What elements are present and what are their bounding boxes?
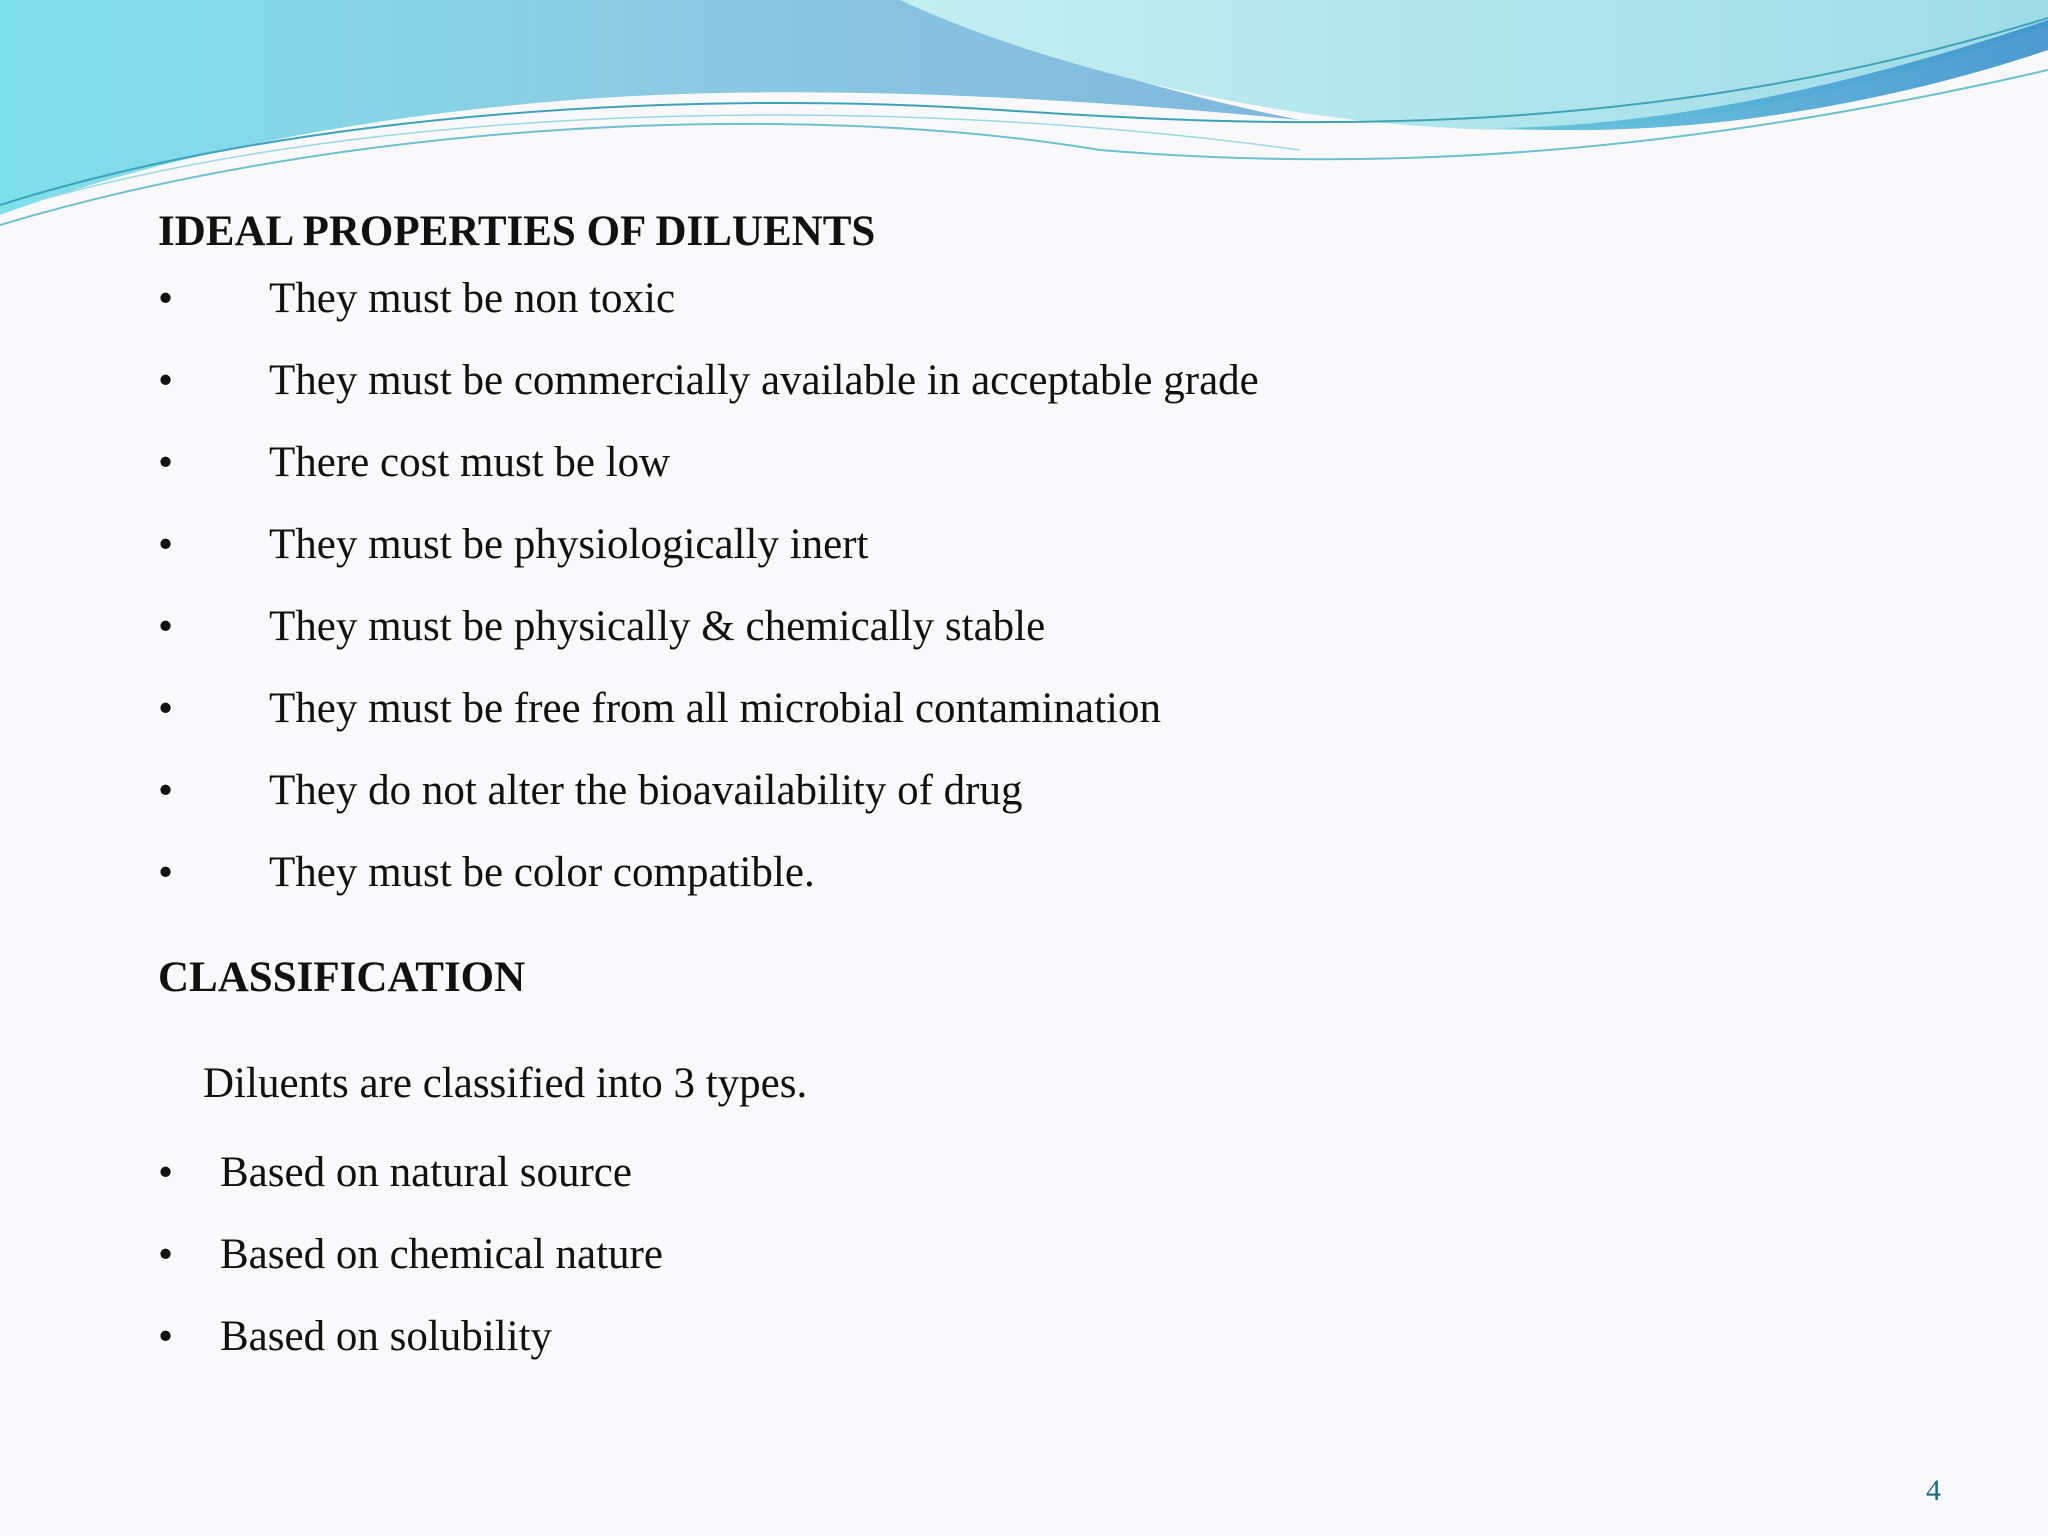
bullet-icon: • (158, 439, 174, 486)
list-item-text: They must be free from all microbial contamination (269, 685, 1161, 732)
bullet-icon: • (158, 1149, 174, 1196)
heading-ideal-properties: IDEAL PROPERTIES OF DILUENTS (158, 208, 876, 255)
list-item-text: Based on chemical nature (220, 1231, 663, 1278)
list-item-text: They must be non toxic (269, 275, 676, 322)
page-number: 4 (1926, 1474, 1941, 1507)
heading-classification: CLASSIFICATION (158, 954, 526, 1001)
list-item-text: They must be physiologically inert (269, 521, 869, 568)
decorative-wave-header (0, 0, 2048, 240)
classification-intro: Diluents are classified into 3 types. (203, 1060, 808, 1107)
bullet-icon: • (158, 767, 174, 814)
list-item-text: There cost must be low (269, 439, 671, 486)
bullet-icon: • (158, 521, 174, 568)
list-item-text: They do not alter the bioavailability of drug (269, 767, 1023, 814)
bullet-icon: • (158, 357, 174, 404)
bullet-icon: • (158, 1313, 174, 1360)
list-item-text: They must be commercially available in acceptable grade (269, 357, 1259, 404)
bullet-icon: • (158, 603, 174, 650)
list-item-text: They must be physically & chemically stable (269, 603, 1046, 650)
bullet-icon: • (158, 1231, 174, 1278)
bullet-icon: • (158, 685, 174, 732)
list-item-text: Based on solubility (220, 1313, 553, 1360)
list-item-text: They must be color compatible. (269, 849, 815, 896)
bullet-icon: • (158, 275, 174, 322)
list-item-text: Based on natural source (220, 1149, 632, 1196)
bullet-icon: • (158, 849, 174, 896)
